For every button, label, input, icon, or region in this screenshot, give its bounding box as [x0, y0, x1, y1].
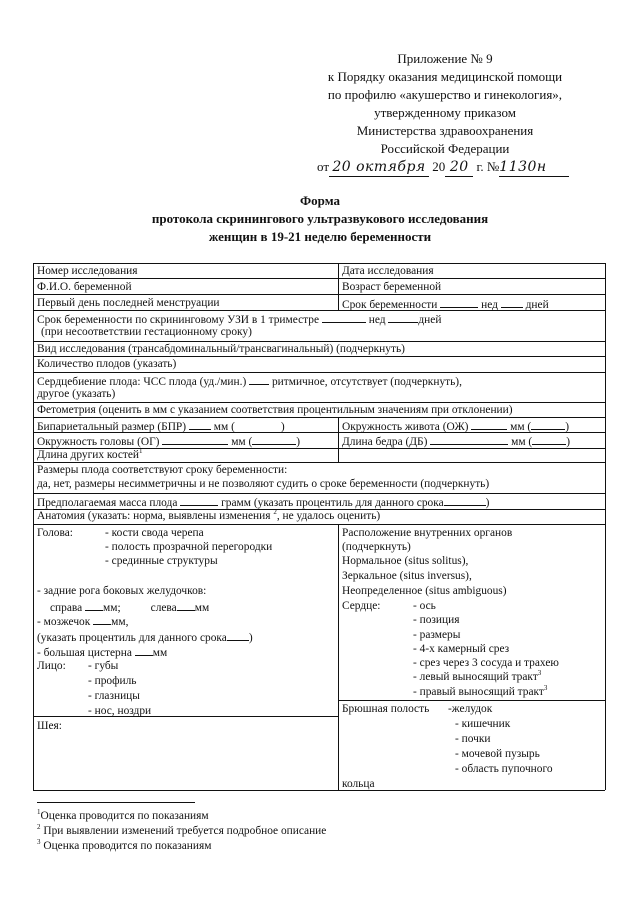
footnote-ref-3b: 3: [543, 684, 548, 693]
study-number-label: Номер исследования: [37, 265, 138, 277]
lvot: - левый выносящий тракт$^3$: [413, 669, 542, 683]
study-date-label: Дата исследования: [342, 265, 434, 277]
csp: - полость прозрачной перегородки: [105, 541, 273, 553]
situs-solitus: Нормальное (situs solitus),: [342, 555, 469, 567]
handwritten-date: 20 октября: [329, 159, 429, 177]
footnote-2: $^2$ При выявлении изменений требуется подробное описание: [37, 823, 327, 837]
heart-position: - позиция: [413, 614, 460, 626]
fetometry-label: Фетометрия (оценить в мм с указанием соответствия процентильным значениям при отклонении): [37, 404, 513, 416]
cord-insertion-cont: кольца: [342, 778, 375, 790]
long-bones-label: Длина других костей$^1$: [37, 447, 143, 461]
cerebellum-row: - мозжечок мм,: [37, 616, 129, 628]
hc-row: Окружность головы (ОГ) мм ( ): [37, 436, 301, 448]
three-vessel-view: - срез через 3 сосуда и трахею: [413, 657, 559, 669]
header-line-4: Министерства здравоохранения: [356, 123, 534, 138]
ventricles-measure: справа мм; слева мм: [50, 602, 210, 614]
handwritten-year: 20: [445, 159, 473, 177]
nose: - нос, ноздри: [88, 705, 152, 717]
cord-insertion: - область пупочного: [455, 763, 553, 775]
bpd-row: Бипариетальный размер (БПР) мм ( ): [37, 421, 285, 433]
year-prefix: 20: [432, 159, 446, 174]
ventricles-label: - задние рога боковых желудочков:: [37, 585, 207, 597]
orbits: - глазницы: [88, 690, 140, 702]
footnote-3: $^3$ Оценка проводится по показаниям: [37, 838, 212, 852]
weight-row: Предполагаемая масса плода грамм (указать процентиль для данного срока ): [37, 497, 490, 509]
organs-note: (подчеркнуть): [342, 541, 411, 553]
footnote-ref-3: 3: [537, 669, 542, 678]
organs-label: Расположение внутренних органов: [342, 527, 513, 539]
four-chamber-view: - 4-х камерный срез: [413, 643, 510, 655]
heartbeat-other: другое (указать): [37, 388, 116, 400]
neck-label: Шея:: [37, 720, 62, 732]
cisterna-row: - большая цистерна мм: [37, 647, 168, 659]
study-type-label: Вид исследования (трансабдоминальный/трансвагинальный) (подчеркнуть): [37, 343, 405, 355]
fl-row: Длина бедра (ДБ) мм ( ): [342, 436, 570, 448]
date-prefix: от: [317, 159, 330, 174]
heart-sizes: - размеры: [413, 629, 461, 641]
appendix-number: Приложение № 9: [397, 51, 493, 66]
header-line-2: по профилю «акушерство и гинекология»,: [327, 87, 563, 102]
header-line-5: Российской Федерации: [380, 141, 510, 156]
fio-label: Ф.И.О. беременной: [37, 281, 132, 293]
order-date-line: [317, 158, 569, 177]
ac-row: Окружность живота (ОЖ) мм ( ): [342, 421, 570, 433]
rvot: - правый выносящий тракт$^3$: [413, 684, 548, 698]
situs-inversus: Зеркальное (situs inversus),: [342, 570, 472, 582]
lips: - губы: [88, 660, 119, 672]
footnote-ref-1: 1: [139, 447, 143, 456]
size-match-options: да, нет, размеры несимметричны и не позволяют судить о сроке беременности (подчеркнуть): [37, 478, 490, 490]
abdomen-label: Брюшная полость: [342, 703, 430, 715]
fetus-count-label: Количество плодов (указать): [37, 358, 177, 370]
head-label: Голова:: [37, 527, 73, 539]
gestational-age-row: Срок беременности нед дней: [342, 299, 549, 311]
form-subtitle-2: женщин в 19-21 неделю беременности: [208, 229, 432, 244]
skull-bones: - кости свода черепа: [105, 527, 204, 539]
bladder: - мочевой пузырь: [455, 748, 540, 760]
anatomy-label: Анатомия (указать: норма, выявлены изменения $^2$, не удалось оценить): [37, 508, 381, 522]
heartbeat-row: Сердцебиение плода: ЧСС плода (уд./мин.) ритмичное, отсутствует (подчеркнуть),: [37, 376, 462, 388]
midline-structures: - срединные структуры: [105, 555, 218, 567]
lmp-label: Первый день последней менструации: [37, 297, 220, 309]
profile: - профиль: [88, 675, 137, 687]
face-label: Лицо:: [37, 660, 66, 672]
situs-ambiguous: Неопределенное (situs ambiguous): [342, 585, 507, 597]
bowel: - кишечник: [455, 718, 511, 730]
percentile-note: (указать процентиль для данного срока ): [37, 632, 253, 644]
form-title: Форма: [300, 193, 340, 208]
header-line-1: к Порядку оказания медицинской помощи: [327, 69, 563, 84]
footnote-ref-2: 2: [273, 508, 277, 517]
footnote-1: $^1$Оценка проводится по показаниям: [37, 808, 209, 822]
screening-ga-row: Срок беременности по скрининговому УЗИ в 1 триместре нед дней: [37, 314, 442, 326]
footnote-separator: [37, 802, 195, 803]
header-line-3: утвержденному приказом: [374, 105, 516, 120]
screening-ga-note: (при несоответствии гестационному сроку): [41, 326, 252, 338]
handwritten-number: 1130н: [499, 159, 569, 177]
form-subtitle-1: протокола скринингового ультразвукового исследования: [151, 211, 489, 226]
age-label: Возраст беременной: [342, 281, 442, 293]
kidneys: - почки: [455, 733, 491, 745]
stomach: -желудок: [448, 703, 493, 715]
heart-label: Сердце:: [342, 600, 381, 612]
size-match-label: Размеры плода соответствуют сроку беременности:: [37, 464, 288, 476]
year-suffix: г. №: [476, 159, 500, 174]
heart-axis: - ось: [413, 600, 436, 612]
